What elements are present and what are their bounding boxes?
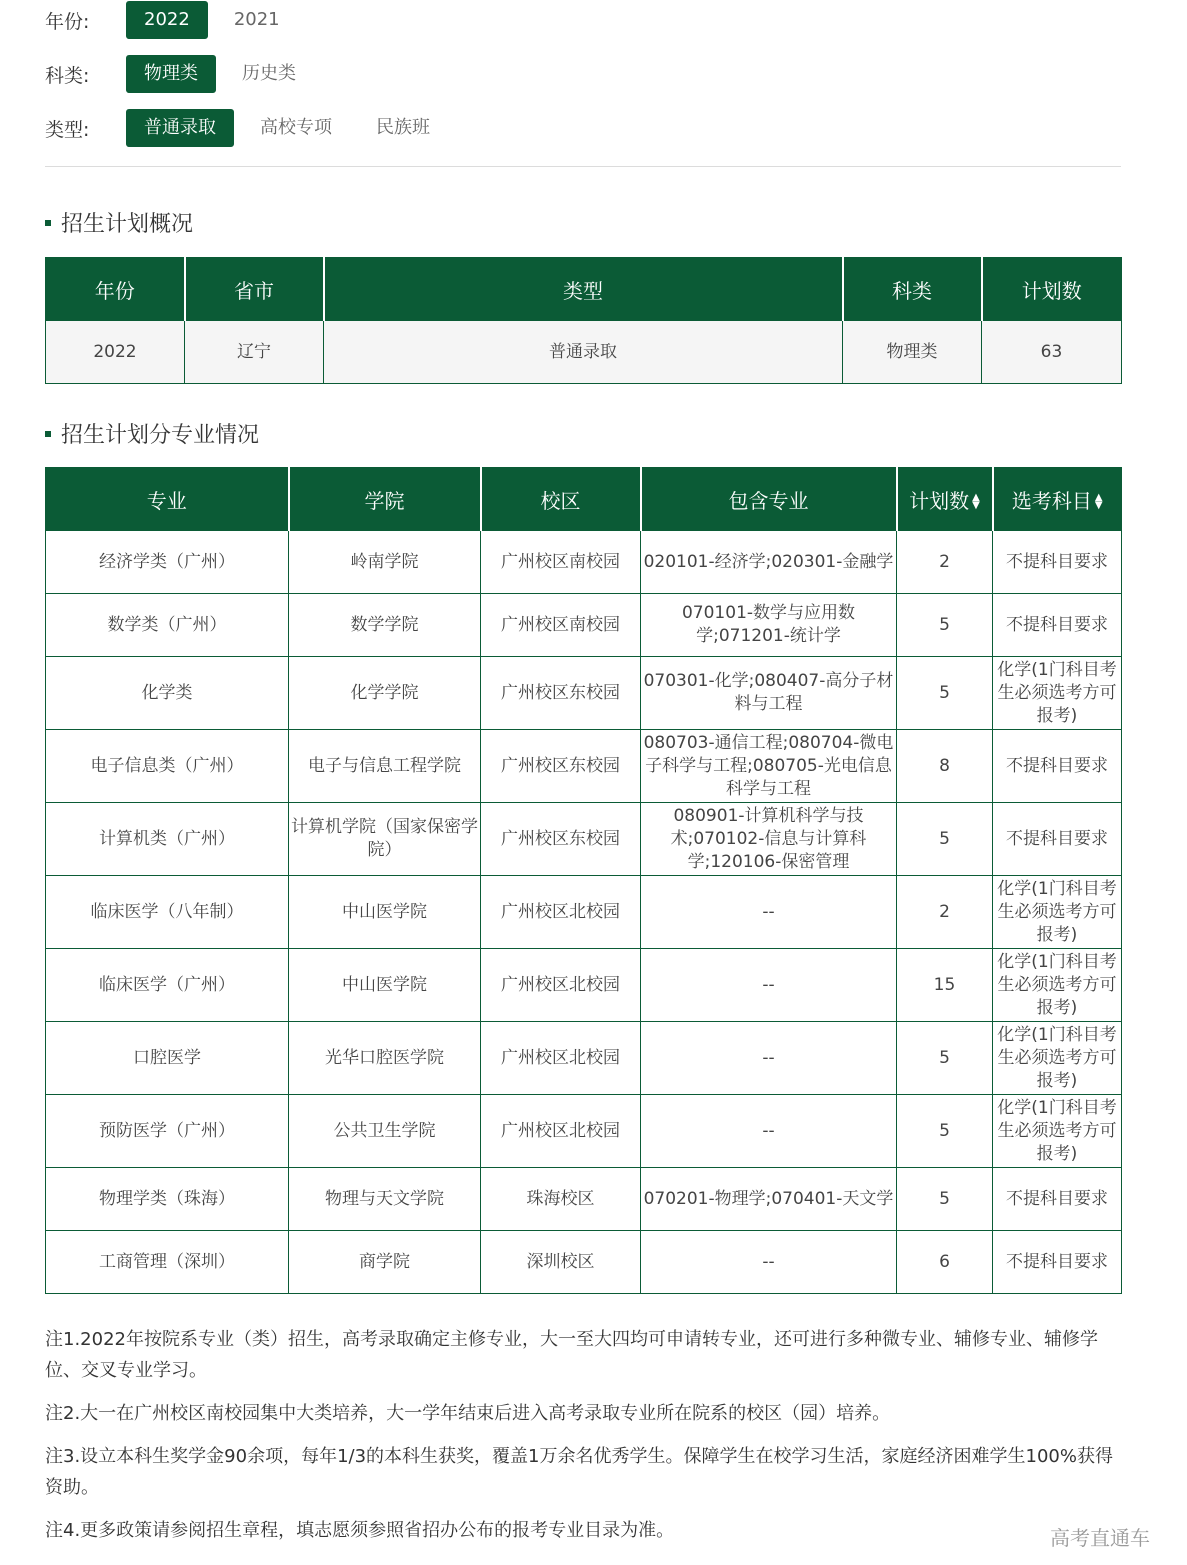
cell-college: 中山医学院 [289, 876, 481, 949]
table-row [46, 1095, 1122, 1168]
cell-campus: 广州校区南校园 [481, 594, 641, 657]
section-bullet-icon [45, 220, 51, 226]
majors-table [45, 467, 1122, 1294]
overview-table [45, 257, 1122, 384]
overview-header-year: 年份 [46, 258, 185, 321]
cell-included: -- [641, 1022, 897, 1095]
overview-cell-count: 63 [982, 321, 1122, 384]
cell-count: 5 [897, 1022, 993, 1095]
note-2: 注2.大一在广州校区南校园集中大类培养，大一学年结束后进入高考录取专业所在院系的校区（园）培养。 [45, 1403, 891, 1424]
cell-count: 2 [897, 876, 993, 949]
table-row [46, 594, 1122, 657]
filter-type [45, 108, 456, 148]
cell-major: 化学类 [46, 657, 289, 730]
table-row [46, 876, 1122, 949]
filter-subject-label: 科类: [45, 64, 90, 87]
cell-major: 电子信息类（广州） [46, 730, 289, 803]
cell-included: -- [641, 1231, 897, 1294]
overview-cell-year: 2022 [46, 321, 185, 384]
overview-header-subject: 科类 [843, 258, 982, 321]
majors-header-count-label: 计划数 [909, 488, 970, 513]
cell-major: 计算机类（广州） [46, 803, 289, 876]
cell-major: 口腔医学 [46, 1022, 289, 1095]
majors-header-major: 专业 [46, 468, 289, 531]
filter-subject [45, 54, 322, 94]
majors-body [46, 531, 1122, 1294]
cell-campus: 广州校区东校园 [481, 657, 641, 730]
cell-count: 2 [897, 531, 993, 594]
cell-count: 5 [897, 803, 993, 876]
majors-header-included: 包含专业 [641, 468, 897, 531]
cell-included: 070301-化学;080407-高分子材料与工程 [641, 657, 897, 730]
table-row [46, 949, 1122, 1022]
majors-header-required[interactable] [993, 468, 1122, 531]
cell-required: 不提科目要求 [993, 1168, 1122, 1231]
cell-campus: 珠海校区 [481, 1168, 641, 1231]
type-option-special[interactable]: 高校专项 [260, 117, 332, 138]
table-row [46, 803, 1122, 876]
majors-header-campus: 校区 [481, 468, 641, 531]
note-1: 注1.2022年按院系专业（类）招生，高考录取确定主修专业，大一至大四均可申请转专业，还可进行多种微专业、辅修专业、辅修学位、交叉专业学习。 [45, 1329, 1098, 1381]
overview-header-row [46, 258, 1122, 321]
cell-included: 080901-计算机科学与技术;070102-信息与计算科学;120106-保密管理 [641, 803, 897, 876]
cell-major: 工商管理（深圳） [46, 1231, 289, 1294]
table-row [46, 1168, 1122, 1231]
cell-required: 不提科目要求 [993, 803, 1122, 876]
sort-arrows-icon[interactable]: ▲ ▼ [972, 492, 980, 511]
cell-major: 临床医学（八年制） [46, 876, 289, 949]
table-row [46, 657, 1122, 730]
filter-year [45, 0, 306, 40]
cell-college: 公共卫生学院 [289, 1095, 481, 1168]
overview-header-count: 计划数 [982, 258, 1122, 321]
cell-college: 商学院 [289, 1231, 481, 1294]
cell-included: -- [641, 876, 897, 949]
cell-required: 化学(1门科目考生必须选考方可报考) [993, 876, 1122, 949]
cell-required: 化学(1门科目考生必须选考方可报考) [993, 949, 1122, 1022]
notes [45, 1324, 1121, 1558]
cell-college: 物理与天文学院 [289, 1168, 481, 1231]
watermark: 高考直通车 [1050, 1526, 1150, 1550]
cell-major: 经济学类（广州） [46, 531, 289, 594]
cell-required: 不提科目要求 [993, 594, 1122, 657]
cell-major: 物理学类（珠海） [46, 1168, 289, 1231]
majors-header-row [46, 468, 1122, 531]
year-option-2022[interactable]: 2022 [126, 1, 208, 39]
year-option-2021[interactable]: 2021 [233, 9, 280, 30]
sort-arrows-icon[interactable]: ▲ ▼ [1094, 492, 1103, 511]
cell-required: 化学(1门科目考生必须选考方可报考) [993, 1022, 1122, 1095]
cell-count: 8 [897, 730, 993, 803]
cell-major: 临床医学（广州） [46, 949, 289, 1022]
cell-major: 数学类（广州） [46, 594, 289, 657]
cell-campus: 广州校区东校园 [481, 803, 641, 876]
table-row [46, 1022, 1122, 1095]
overview-section-title [45, 207, 193, 238]
cell-count: 5 [897, 594, 993, 657]
cell-included: -- [641, 949, 897, 1022]
type-option-ethnic[interactable]: 民族班 [376, 117, 430, 138]
table-row [46, 531, 1122, 594]
overview-header-type: 类型 [324, 258, 843, 321]
overview-cell-subject: 物理类 [843, 321, 982, 384]
cell-included: 020101-经济学;020301-金融学 [641, 531, 897, 594]
cell-college: 电子与信息工程学院 [289, 730, 481, 803]
note-3: 注3.设立本科生奖学金90余项，每年1/3的本科生获奖，覆盖1万余名优秀学生。保障学生在校学习生活，家庭经济困难学生100%获得资助。 [45, 1446, 1113, 1498]
cell-campus: 广州校区北校园 [481, 1095, 641, 1168]
cell-required: 不提科目要求 [993, 730, 1122, 803]
cell-required: 不提科目要求 [993, 531, 1122, 594]
cell-college: 岭南学院 [289, 531, 481, 594]
cell-included: 070101-数学与应用数学;071201-统计学 [641, 594, 897, 657]
cell-count: 5 [897, 657, 993, 730]
overview-header-province: 省市 [185, 258, 324, 321]
overview-cell-type: 普通录取 [324, 321, 843, 384]
section-bullet-icon [45, 431, 51, 437]
cell-count: 15 [897, 949, 993, 1022]
filter-divider [45, 166, 1121, 167]
cell-count: 6 [897, 1231, 993, 1294]
cell-required: 化学(1门科目考生必须选考方可报考) [993, 657, 1122, 730]
cell-count: 5 [897, 1168, 993, 1231]
subject-option-history[interactable]: 历史类 [242, 63, 296, 84]
filter-type-label: 类型: [45, 118, 90, 141]
cell-campus: 广州校区北校园 [481, 876, 641, 949]
cell-required: 不提科目要求 [993, 1231, 1122, 1294]
cell-campus: 广州校区南校园 [481, 531, 641, 594]
cell-campus: 广州校区北校园 [481, 1022, 641, 1095]
cell-college: 计算机学院（国家保密学院） [289, 803, 481, 876]
cell-included: 080703-通信工程;080704-微电子科学与工程;080705-光电信息科学与工程 [641, 730, 897, 803]
majors-header-required-label: 选考科目 [1011, 488, 1092, 513]
cell-college: 数学学院 [289, 594, 481, 657]
cell-included: -- [641, 1095, 897, 1168]
subject-option-physics[interactable]: 物理类 [126, 55, 216, 93]
cell-campus: 广州校区北校园 [481, 949, 641, 1022]
overview-title: 招生计划概况 [61, 212, 194, 237]
cell-college: 中山医学院 [289, 949, 481, 1022]
cell-campus: 深圳校区 [481, 1231, 641, 1294]
majors-title: 招生计划分专业情况 [61, 423, 260, 448]
note-4: 注4.更多政策请参阅招生章程，填志愿须参照省招办公布的报考专业目录为准。 [45, 1520, 675, 1541]
majors-header-count[interactable] [897, 468, 993, 531]
majors-section-title [45, 418, 259, 449]
table-row [46, 1231, 1122, 1294]
table-row [46, 730, 1122, 803]
overview-cell-province: 辽宁 [185, 321, 324, 384]
cell-count: 5 [897, 1095, 993, 1168]
cell-college: 光华口腔医学院 [289, 1022, 481, 1095]
cell-required: 化学(1门科目考生必须选考方可报考) [993, 1095, 1122, 1168]
cell-included: 070201-物理学;070401-天文学 [641, 1168, 897, 1231]
filter-year-label: 年份: [45, 10, 90, 33]
type-option-regular[interactable]: 普通录取 [126, 109, 234, 147]
majors-header-college: 学院 [289, 468, 481, 531]
overview-row [46, 321, 1122, 384]
cell-campus: 广州校区东校园 [481, 730, 641, 803]
cell-major: 预防医学（广州） [46, 1095, 289, 1168]
cell-college: 化学学院 [289, 657, 481, 730]
